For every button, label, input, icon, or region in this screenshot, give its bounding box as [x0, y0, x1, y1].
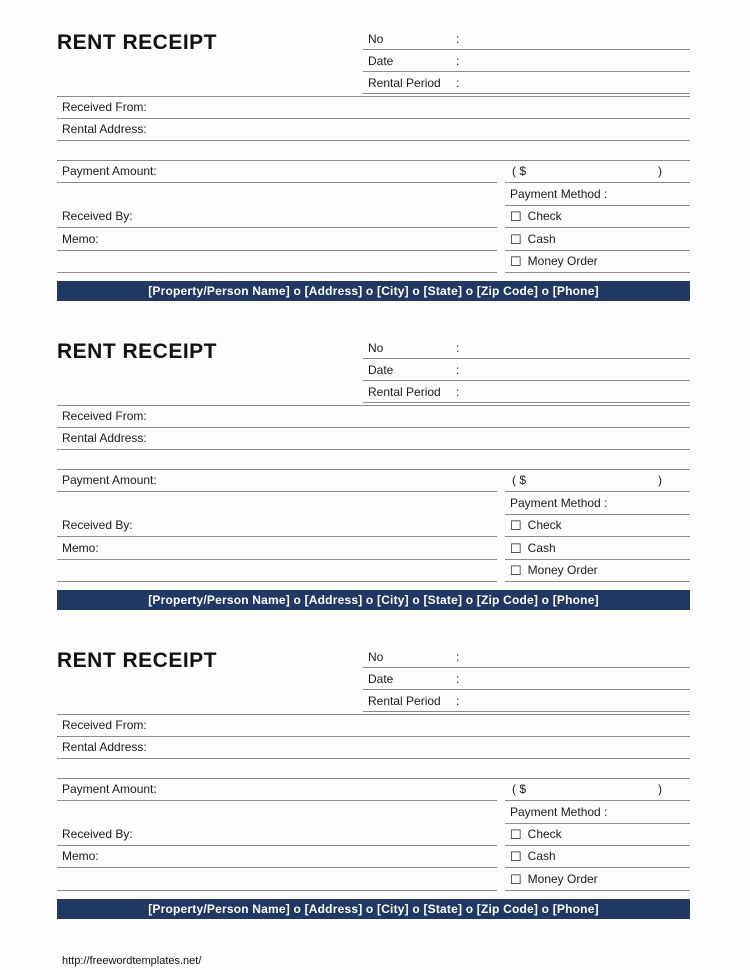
receipt-title: RENT RECEIPT — [57, 648, 218, 672]
checkbox-icon: ☐ — [510, 871, 522, 887]
checkbox-icon: ☐ — [510, 209, 522, 225]
blank-cell — [57, 801, 497, 823]
no-label: No — [368, 32, 384, 46]
checkbox-icon: ☐ — [510, 231, 522, 247]
field-rental-address — [57, 119, 690, 141]
date-label: Date — [368, 671, 394, 686]
receipt-title: RENT RECEIPT — [57, 31, 218, 54]
payment-left-column — [57, 470, 497, 582]
rent-receipt — [57, 28, 690, 301]
field-payment-amount — [57, 161, 497, 183]
payment-section — [57, 778, 690, 891]
amount-close: ) — [658, 473, 662, 488]
field-no — [363, 337, 690, 359]
checkbox-label: Check — [527, 827, 562, 842]
field-rental-address — [57, 428, 690, 450]
rental-period-label: Rental Period — [368, 76, 441, 90]
checkbox-money-order — [505, 868, 690, 890]
amount-close: ) — [658, 164, 662, 179]
checkbox-label: Money Order — [527, 253, 598, 268]
memo-extra-line — [57, 868, 497, 890]
receipt-title: RENT RECEIPT — [57, 339, 218, 363]
payment-amount-label: Payment Amount: — [62, 782, 157, 797]
field-date — [363, 668, 690, 690]
checkbox-icon: ☐ — [510, 562, 522, 578]
rental-address-label: Rental Address: — [62, 122, 147, 136]
field-rental-period — [363, 690, 690, 712]
field-payment-amount — [57, 470, 497, 492]
received-from-label: Received From: — [62, 408, 147, 423]
field-received-by — [57, 206, 497, 228]
rental-address-label: Rental Address: — [62, 430, 147, 445]
memo-extra-line — [57, 560, 497, 582]
receipt-header — [57, 28, 690, 94]
payment-section — [57, 469, 690, 582]
no-colon: : — [456, 340, 460, 355]
checkbox-money-order — [505, 560, 690, 582]
field-rental-period — [363, 381, 690, 403]
contact-banner: [Property/Person Name] o [Address] o [City] o [State] o [Zip Code] o [Phone] — [57, 281, 690, 301]
memo-extra-line — [57, 251, 497, 273]
field-no — [363, 646, 690, 668]
amount-parens — [505, 779, 690, 801]
field-received-by — [57, 824, 497, 846]
checkbox-icon: ☐ — [510, 827, 522, 843]
rental-period-label: Rental Period — [368, 693, 441, 708]
field-memo — [57, 846, 497, 868]
footer-url: http://freewordtemplates.net/ — [62, 954, 202, 967]
field-memo — [57, 228, 497, 250]
checkbox-cash — [505, 537, 690, 559]
payment-left-column — [57, 779, 497, 891]
memo-label: Memo: — [62, 849, 99, 864]
date-label: Date — [368, 54, 394, 68]
payment-method-label: Payment Method : — [510, 495, 608, 510]
no-label: No — [368, 340, 384, 355]
field-payment-amount — [57, 779, 497, 801]
checkbox-icon: ☐ — [510, 518, 522, 534]
amount-close: ) — [658, 782, 662, 797]
checkbox-label: Cash — [527, 849, 556, 864]
field-payment-method — [505, 801, 690, 823]
received-from-label: Received From: — [62, 100, 147, 114]
payment-method-label: Payment Method : — [510, 804, 608, 819]
checkbox-label: Money Order — [527, 562, 598, 577]
field-payment-method — [505, 492, 690, 514]
receipt-header — [57, 646, 690, 712]
date-colon: : — [456, 671, 460, 686]
received-from-label: Received From: — [62, 717, 147, 732]
checkbox-cash — [505, 228, 690, 250]
rent-receipt — [57, 337, 690, 610]
payment-section — [57, 160, 690, 273]
checkbox-icon: ☐ — [510, 540, 522, 556]
received-by-label: Received By: — [62, 827, 133, 842]
amount-parens — [505, 161, 690, 183]
amount-open: ( $ — [512, 164, 527, 179]
field-date — [363, 50, 690, 72]
date-colon: : — [456, 54, 460, 68]
amount-parens — [505, 470, 690, 492]
contact-banner: [Property/Person Name] o [Address] o [City] o [State] o [Zip Code] o [Phone] — [57, 899, 690, 919]
payment-method-label: Payment Method : — [510, 186, 608, 201]
no-colon: : — [456, 649, 460, 664]
field-received-from — [57, 406, 690, 428]
payment-amount-label: Payment Amount: — [62, 473, 157, 488]
contact-banner: [Property/Person Name] o [Address] o [City] o [State] o [Zip Code] o [Phone] — [57, 590, 690, 610]
checkbox-icon: ☐ — [510, 849, 522, 865]
field-date — [363, 359, 690, 381]
payment-left-column — [57, 161, 497, 273]
field-payment-method — [505, 183, 690, 205]
field-received-by — [57, 515, 497, 537]
field-rental-period — [363, 72, 690, 94]
received-by-label: Received By: — [62, 209, 133, 224]
receipt-header — [57, 337, 690, 403]
checkbox-label: Check — [527, 209, 562, 224]
checkbox-money-order — [505, 251, 690, 273]
field-received-from — [57, 715, 690, 737]
rental-address-label: Rental Address: — [62, 739, 147, 754]
date-label: Date — [368, 362, 394, 377]
blank-cell — [57, 183, 497, 205]
amount-open: ( $ — [512, 473, 527, 488]
checkbox-check — [505, 206, 690, 228]
rental-period-colon: : — [456, 76, 460, 90]
payment-right-column — [505, 779, 690, 891]
no-colon: : — [456, 32, 460, 46]
checkbox-check — [505, 824, 690, 846]
payment-amount-label: Payment Amount: — [62, 164, 157, 179]
amount-open: ( $ — [512, 782, 527, 797]
checkbox-icon: ☐ — [510, 253, 522, 269]
checkbox-label: Cash — [527, 540, 556, 555]
rental-period-colon: : — [456, 384, 460, 399]
header-fields — [363, 646, 690, 712]
rental-period-colon: : — [456, 693, 460, 708]
memo-label: Memo: — [62, 231, 99, 246]
checkbox-check — [505, 515, 690, 537]
checkbox-cash — [505, 846, 690, 868]
field-received-from — [57, 97, 690, 119]
payment-right-column — [505, 161, 690, 273]
blank-cell — [57, 492, 497, 514]
memo-label: Memo: — [62, 540, 99, 555]
rental-period-label: Rental Period — [368, 384, 441, 399]
rent-receipt — [57, 646, 690, 919]
header-fields — [363, 337, 690, 403]
field-memo — [57, 537, 497, 559]
field-rental-address — [57, 737, 690, 759]
no-label: No — [368, 649, 384, 664]
checkbox-label: Money Order — [527, 871, 598, 886]
payment-right-column — [505, 470, 690, 582]
checkbox-label: Cash — [527, 231, 556, 246]
header-fields — [363, 28, 690, 94]
received-by-label: Received By: — [62, 518, 133, 533]
checkbox-label: Check — [527, 518, 562, 533]
field-no — [363, 28, 690, 50]
date-colon: : — [456, 362, 460, 377]
